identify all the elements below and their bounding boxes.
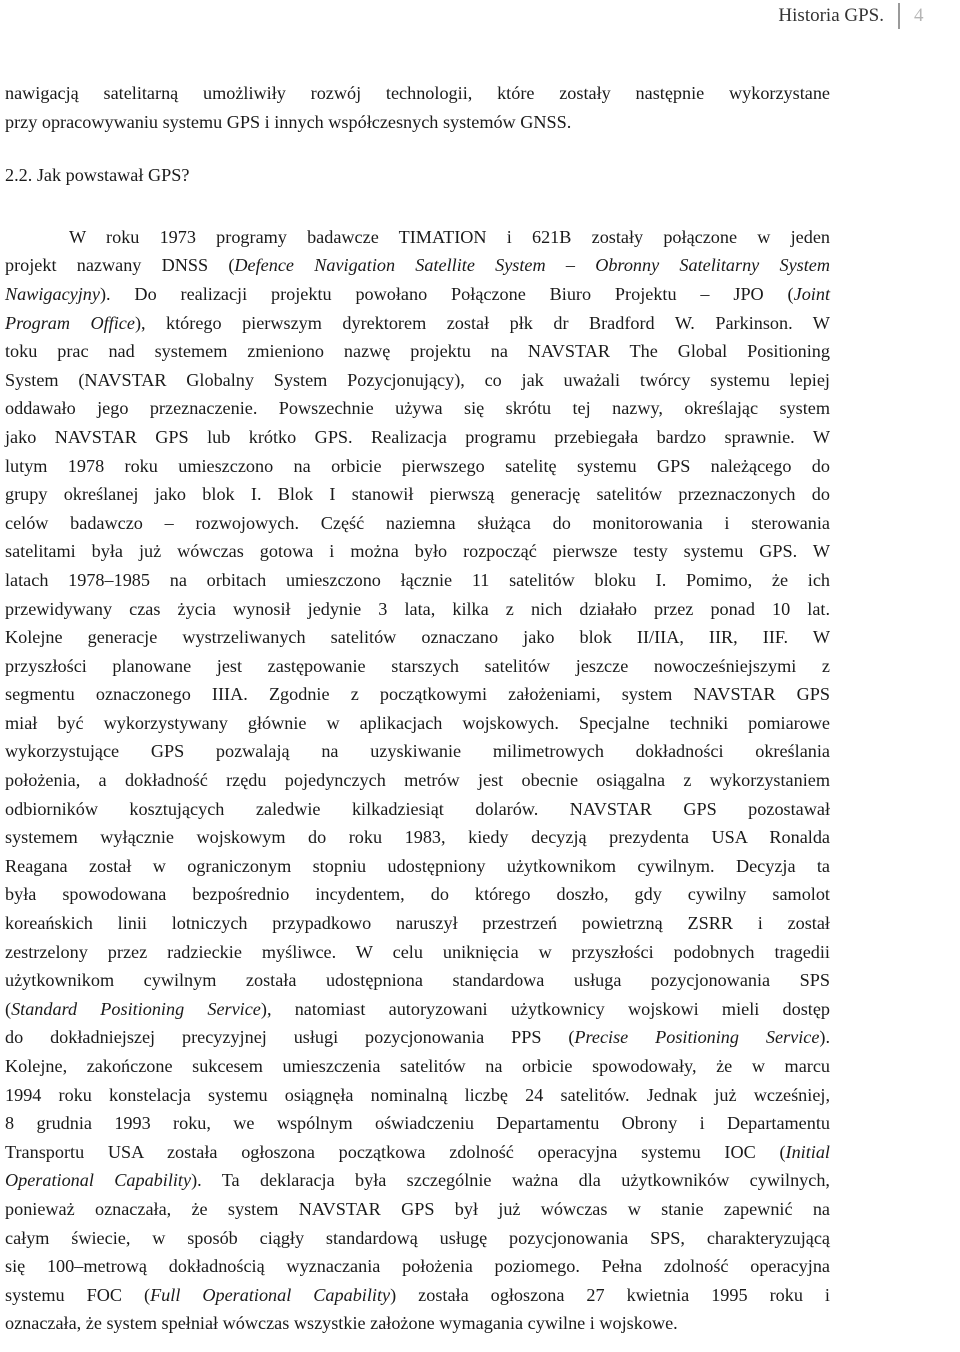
text-line: zestrzelony przez radzieckie myśliwce. W celu uniknięcia w przyszłości podobnych tragedii: [5, 941, 830, 962]
text-line: segmentu oznaczonego IIIA. Zgodnie z początkowymi założeniami, system NAVSTAR GPS: [5, 684, 830, 705]
text-line: System (NAVSTAR Globalny System Pozycjonujący), co jak uważali twórcy systemu lepiej: [5, 369, 830, 390]
text-line: lutym 1978 roku umieszczono na orbicie pierwszego satelitę systemu GPS należącego do: [5, 455, 830, 476]
text-line: systemem wyłącznie wojskowym do roku 1983, kiedy decyzją prezydenta USA Ronalda: [5, 827, 830, 848]
section-number: 2.2.: [5, 165, 33, 186]
main-paragraph: [5, 223, 830, 1338]
text-line: użytkownikom cywilnym została udostępniona standardowa usługa pozycjonowania SPS: [5, 970, 830, 991]
text-line: satelitami była już wówczas gotowa i można było rozpocząć pierwsze testy systemu GPS. W: [5, 541, 830, 562]
text-line: koreańskich linii lotniczych przypadkowo naruszył przestrzeń powietrzną ZSRR i został: [5, 913, 830, 934]
text-line: przewidywany czas życia wynosił jedynie 3 lata, kilka z nich działało przez ponad 10 lat.: [5, 598, 830, 619]
running-header: [778, 3, 960, 29]
text-line: całym świecie, w sposób ciągły standardową usługę pozycjonowania SPS, charakteryzującą: [5, 1227, 830, 1248]
text-line: systemu FOC (Full Operational Capability) została ogłoszona 27 kwietnia 1995 roku i: [5, 1284, 830, 1305]
header-title: Historia GPS.: [778, 5, 884, 26]
text-line: 1994 roku konstelacja systemu osiągnęła nominalną liczbę 24 satelitów. Jednak już wcześniej,: [5, 1084, 830, 1105]
text-line: toku prac nad systemem zmieniono nazwę projektu na NAVSTAR The Global Positioning: [5, 341, 830, 362]
text-line: Program Office), którego pierwszym dyrektorem został płk dr Bradford W. Parkinson. W: [5, 312, 830, 333]
section-heading: [5, 161, 830, 190]
text-line: przyszłości planowane jest zastępowanie starszych satelitów jeszcze nowocześniejszymi z: [5, 655, 830, 676]
text-line: oznaczała, że system spełniał wówczas wszystkie założone wymagania cywilne i wojskowe.: [5, 1313, 678, 1334]
text-line: miał być wykorzystywany głównie w aplikacjach wojskowych. Specjalne techniki pomiarowe: [5, 712, 830, 733]
text-line: Kolejne generacje wystrzeliwanych satelitów oznaczano jako blok II/IIA, IIR, IIF. W: [5, 627, 830, 648]
text-line: celów badawczo – rozwojowych. Część naziemna służąca do monitorowania i sterowania: [5, 512, 830, 533]
text-line: Operational Capability). Ta deklaracja była szczególnie ważna dla użytkowników cywilnych,: [5, 1170, 830, 1191]
text-line: grupy określanej jako blok I. Blok I stanowił pierwszą generację satelitów przeznaczonych do: [5, 484, 830, 505]
text-line: się 100–metrową dokładnością wyznaczania położenia poziomego. Pełna zdolność operacyjna: [5, 1256, 830, 1277]
text-line: Reagana został w ograniczonym stopniu udostępniony użytkownikom cywilnym. Decyzja ta: [5, 855, 830, 876]
intro-paragraph: [5, 79, 830, 136]
text-line: W roku 1973 programy badawcze TIMATION i 621B zostały połączone w jeden: [69, 226, 830, 247]
text-line: jako NAVSTAR GPS lub krótko GPS. Realizacja programu przebiegała bardzo sprawnie. W: [5, 426, 830, 447]
page-number: 4: [914, 5, 924, 26]
text-line: Kolejne, zakończone sukcesem umieszczenia satelitów na orbicie spowodowały, że w marcu: [5, 1056, 830, 1076]
text-line: położenia, a dokładność rzędu pojedynczych metrów jest obecnie osiągalna z wykorzystaniem: [5, 770, 830, 791]
text-line: była spowodowana bezpośrednio incydentem, do którego doszło, gdy cywilny samolot: [5, 884, 830, 905]
text-line: Transportu USA została ogłoszona początkowa zdolność operacyjna systemu IOC (Initial: [5, 1141, 830, 1162]
text-line: ponieważ oznaczała, że system NAVSTAR GPS był już wówczas w stanie zapewnić na: [5, 1198, 830, 1219]
section-title: Jak powstawał GPS?: [36, 165, 190, 186]
text-line: oddawało jego przeznaczenie. Powszechnie używa się skrótu tej nazwy, określając system: [5, 398, 830, 419]
text-line: projekt nazwany DNSS (Defence Navigation Satellite System – Obronny Satelitarny System: [5, 255, 830, 276]
text-line: nawigacją satelitarną umożliwiły rozwój technologii, które zostały następnie wykorzystane: [5, 83, 830, 103]
text-line: wykorzystujące GPS pozwalają na uzyskiwanie milimetrowych dokładności określania: [5, 741, 830, 762]
text-line: (Standard Positioning Service), natomiast autoryzowani użytkownicy wojskowi mieli dostęp: [5, 998, 830, 1019]
text-line: 8 grudnia 1993 roku, we wspólnym oświadczeniu Departamentu Obrony i Departamentu: [5, 1113, 830, 1134]
text-line: Nawigacyjny). Do realizacji projektu powołano Połączone Biuro Projektu – JPO (Joint: [5, 283, 830, 304]
text-line: odbiorników kosztujących zaledwie kilkadziesiąt dolarów. NAVSTAR GPS pozostawał: [5, 798, 830, 819]
document-body: [5, 79, 830, 1338]
text-line: do dokładniejszej precyzyjnej usługi pozycjonowania PPS (Precise Positioning Service).: [5, 1027, 830, 1048]
text-line: przy opracowywaniu systemu GPS i innych współczesnych systemów GNSS.: [5, 111, 572, 132]
text-line: latach 1978–1985 na orbitach umieszczono łącznie 11 satelitów bloku I. Pomimo, że ich: [5, 569, 830, 590]
